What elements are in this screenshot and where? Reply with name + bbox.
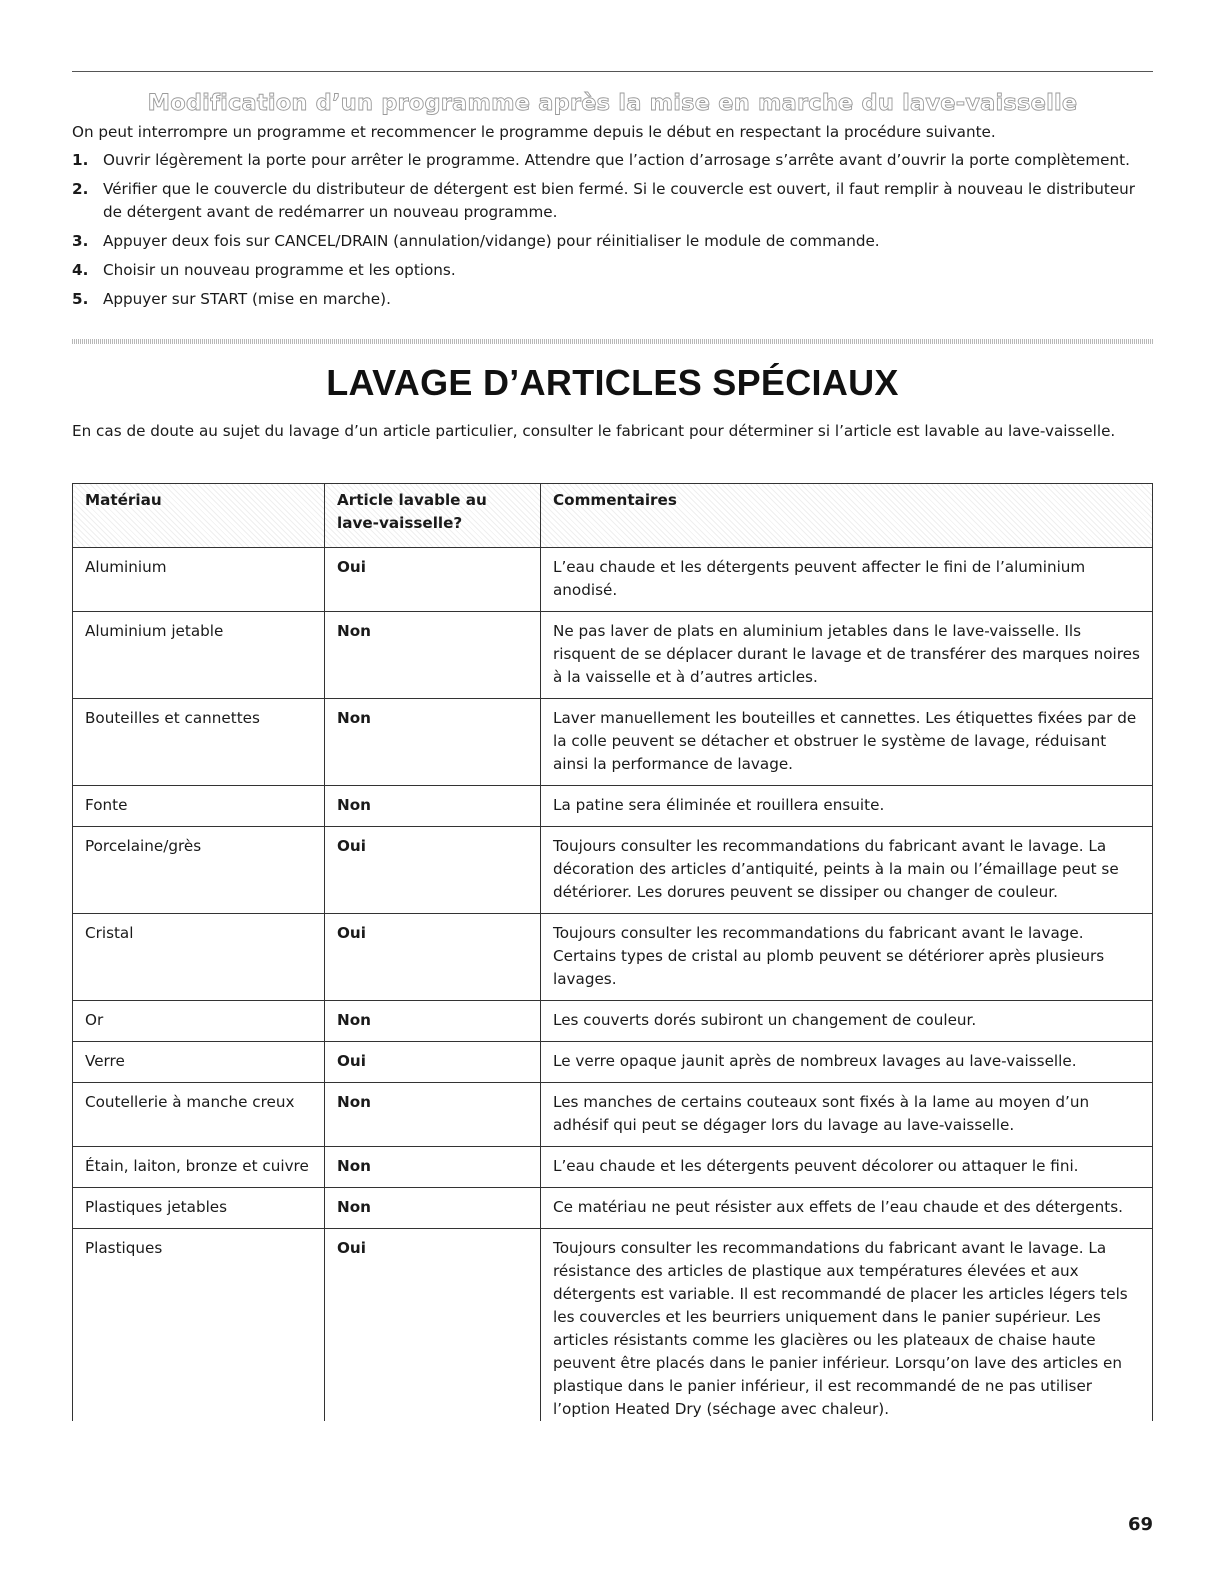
material-cell: Étain, laiton, bronze et cuivre [73,1147,325,1188]
material-cell: Cristal [73,914,325,1001]
table-row [73,1188,1153,1229]
comment-cell: Toujours consulter les recommandations du fabricant avant le lavage. La résistance des articles de plastique aux températures élevées et aux détergents est variable. Il est recommandé de placer les articles légers tels les couvercles et les beurriers uniquement dans le panier supérieur. Les articles résistants comme les glacières ou les plateaux de chaise haute peuvent être placés dans le panier inférieur. Lorsqu’on lave des articles en plastique dans le panier inférieur, il est recommandé de ne pas utiliser l’option Heated Dry (séchage avec chaleur). [541,1229,1153,1422]
safe-cell: Non [325,1147,541,1188]
safe-cell: Non [325,699,541,786]
step-item [72,288,1153,311]
material-cell: Bouteilles et cannettes [73,699,325,786]
material-cell: Aluminium jetable [73,612,325,699]
safe-cell: Non [325,786,541,827]
table-row [73,1083,1153,1147]
header-material: Matériau [73,484,325,548]
page-title: LAVAGE D’ARTICLES SPÉCIAUX [326,362,899,403]
page-number: 69 [1127,1514,1153,1535]
step-number: 5. [72,290,89,308]
step-item [72,230,1153,253]
material-cell: Verre [73,1042,325,1083]
table-row [73,1229,1153,1422]
comment-cell: La patine sera éliminée et rouillera ensuite. [541,786,1153,827]
material-cell: Plastiques [73,1229,325,1422]
comment-cell: Toujours consulter les recommandations du fabricant avant le lavage. Certains types de cristal au plomb peuvent se détériorer après plusieurs lavages. [541,914,1153,1001]
step-number: 1. [72,151,89,169]
comment-cell: Toujours consulter les recommandations du fabricant avant le lavage. La décoration des articles d’antiquité, peints à la main ou l’émaillage peut se détériorer. Les dorures peuvent se dissiper ou changer de couleur. [541,827,1153,914]
table-row [73,1147,1153,1188]
table-row [73,699,1153,786]
table-row [73,612,1153,699]
material-cell: Or [73,1001,325,1042]
table-row [73,1042,1153,1083]
section-heading: Modification d’un programme après la mise en marche du lave-vaisselle [147,90,1078,116]
material-cell: Plastiques jetables [73,1188,325,1229]
step-text: Appuyer sur START (mise en marche). [103,290,391,308]
dotted-divider [72,339,1153,344]
comment-cell: Les couverts dorés subiront un changement de couleur. [541,1001,1153,1042]
safe-cell: Oui [325,827,541,914]
table-row [73,786,1153,827]
header-dishwasher-safe: Article lavable au lave-vaisselle? [325,484,541,548]
comment-cell: Le verre opaque jaunit après de nombreux lavages au lave-vaisselle. [541,1042,1153,1083]
comment-cell: L’eau chaude et les détergents peuvent décolorer ou attaquer le fini. [541,1147,1153,1188]
table-header-row [73,484,1153,548]
safe-cell: Oui [325,914,541,1001]
step-item [72,149,1153,172]
table-row [73,548,1153,612]
header-comments: Commentaires [541,484,1153,548]
table-row [73,827,1153,914]
safe-cell: Oui [325,548,541,612]
table-row [73,914,1153,1001]
safe-cell: Non [325,1188,541,1229]
top-rule [72,71,1153,72]
step-item [72,178,1153,224]
table-row [73,1001,1153,1042]
step-item [72,259,1153,282]
step-number: 4. [72,261,89,279]
section-intro: On peut interrompre un programme et recommencer le programme depuis le début en respectant la procédure suivante. [72,123,996,141]
comment-cell: L’eau chaude et les détergents peuvent affecter le fini de l’aluminium anodisé. [541,548,1153,612]
comment-cell: Ne pas laver de plats en aluminium jetables dans le lave-vaisselle. Ils risquent de se déplacer durant le lavage et de transférer des marques noires à la vaisselle et à d’autres articles. [541,612,1153,699]
step-text: Choisir un nouveau programme et les options. [103,261,456,279]
comment-cell: Les manches de certains couteaux sont fixés à la lame au moyen d’un adhésif qui peut se dégager lors du lavage au lave-vaisselle. [541,1083,1153,1147]
safe-cell: Oui [325,1229,541,1422]
safe-cell: Non [325,1001,541,1042]
step-text: Vérifier que le couvercle du distributeur de détergent est bien fermé. Si le couvercle est ouvert, il faut remplir à nouveau le distributeur de détergent avant de redémarrer un nouveau programme. [103,180,1136,221]
steps-list [72,149,1153,317]
step-text: Ouvrir légèrement la porte pour arrêter le programme. Attendre que l’action d’arrosage s’arrête avant d’ouvrir la porte complètement. [103,151,1130,169]
step-number: 3. [72,232,89,250]
material-cell: Porcelaine/grès [73,827,325,914]
comment-cell: Laver manuellement les bouteilles et cannettes. Les étiquettes fixées par de la colle peuvent se détacher et obstruer le système de lavage, réduisant ainsi la performance de lavage. [541,699,1153,786]
safe-cell: Non [325,612,541,699]
safe-cell: Non [325,1083,541,1147]
material-cell: Fonte [73,786,325,827]
safe-cell: Oui [325,1042,541,1083]
comment-cell: Ce matériau ne peut résister aux effets de l’eau chaude et des détergents. [541,1188,1153,1229]
step-number: 2. [72,180,89,198]
special-items-table [72,483,1153,1421]
step-text: Appuyer deux fois sur CANCEL/DRAIN (annulation/vidange) pour réinitialiser le module de commande. [103,232,880,250]
main-intro: En cas de doute au sujet du lavage d’un article particulier, consulter le fabricant pour déterminer si l’article est lavable au lave-vaisselle. [72,422,1116,440]
material-cell: Aluminium [73,548,325,612]
material-cell: Coutellerie à manche creux [73,1083,325,1147]
